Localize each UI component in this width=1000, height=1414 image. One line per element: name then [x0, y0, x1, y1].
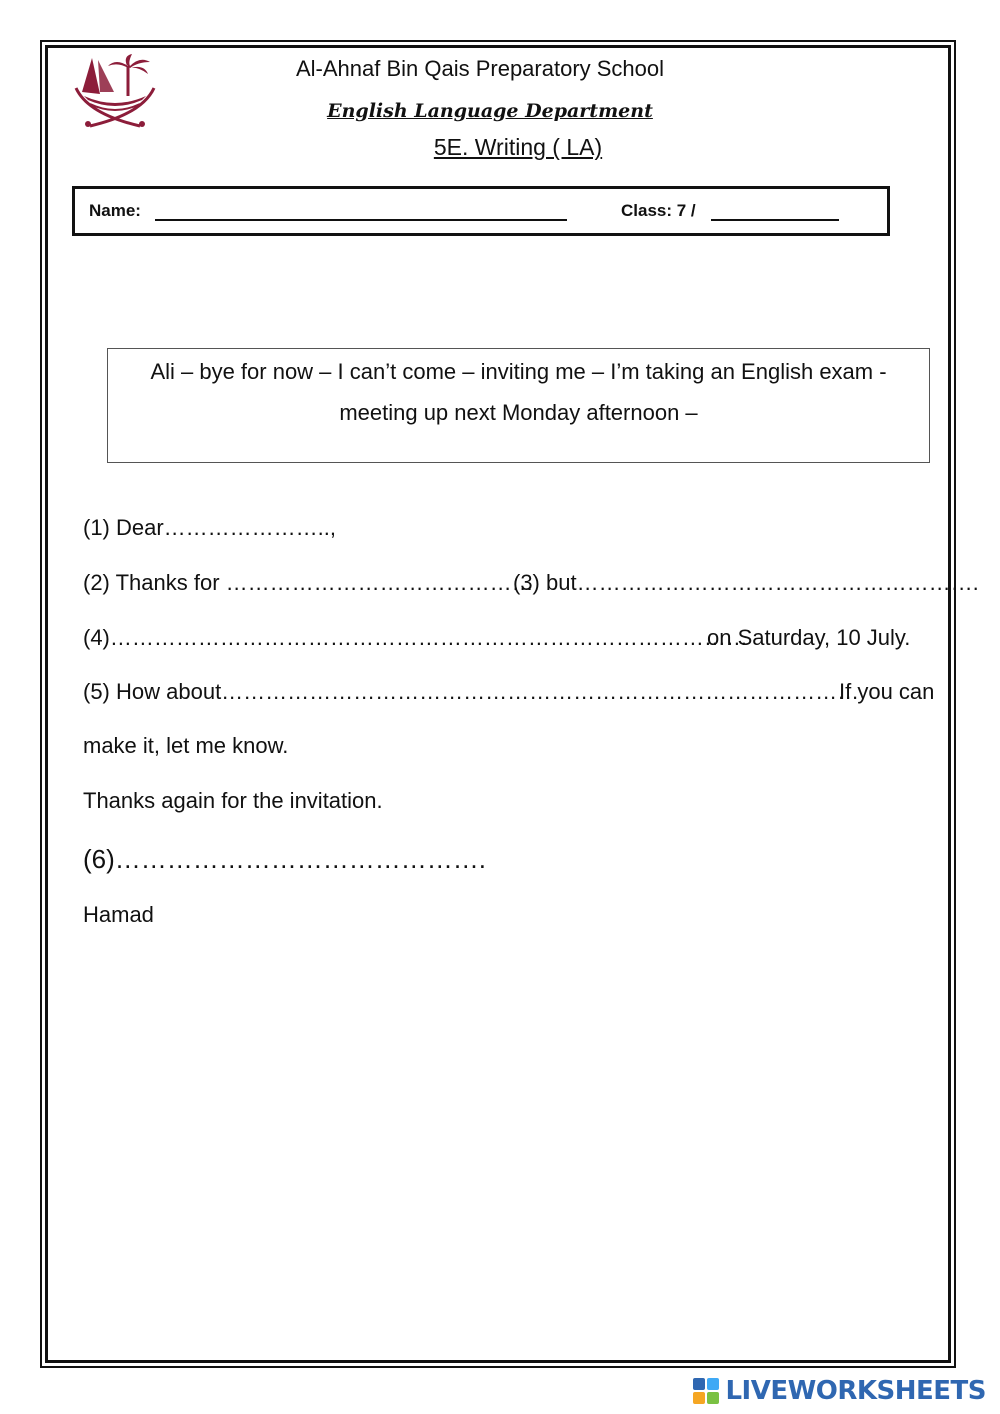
- letter-line-5: make it, let me know.: [83, 733, 289, 758]
- liveworksheets-brand: [693, 1376, 986, 1406]
- letter-line-1: (1) Dear…………………..,: [83, 515, 337, 540]
- letter-line-6: Thanks again for the invitation.: [83, 788, 383, 813]
- blank-6-closing: (6)…………………………………….: [83, 844, 486, 874]
- word-bank-box: [107, 348, 930, 463]
- name-label: Name:: [89, 201, 141, 220]
- school-logo-icon: [70, 52, 160, 130]
- blank-5-how-about: (5) How about……………………………………………………………………………: [83, 679, 860, 704]
- letter-date-text: on Saturday, 10 July.: [707, 625, 911, 650]
- liveworksheets-logo-icon: [693, 1378, 719, 1404]
- word-bank-line-1: Ali – bye for now – I can’t come – inviting me – I’m taking an English exam -: [150, 359, 887, 384]
- unit-title: 5E. Writing ( LA): [433, 134, 603, 160]
- name-field-line[interactable]: [155, 219, 567, 221]
- department-title: English Language Department: [327, 100, 653, 122]
- class-field-line[interactable]: [711, 219, 839, 221]
- letter-line-4: [83, 679, 945, 709]
- student-info-box: [72, 186, 890, 236]
- blank-3-but: (3) but……………………………………………….: [513, 570, 979, 595]
- letter-if-you-can: If you can: [839, 679, 935, 704]
- letter-signature: Hamad: [83, 902, 154, 927]
- class-label: Class: 7 /: [621, 201, 696, 220]
- letter-line-2: [83, 570, 979, 600]
- blank-2-thanks-for: (2) Thanks for ……………………………………: [83, 570, 534, 595]
- letter-line-3: [83, 625, 933, 655]
- liveworksheets-wordmark: LIVEWORKSHEETS: [725, 1376, 986, 1406]
- blank-4: (4)……………………………………………………………………………: [83, 625, 748, 650]
- word-bank-line-2: meeting up next Monday afternoon –: [339, 400, 698, 425]
- school-name: Al-Ahnaf Bin Qais Preparatory School: [295, 56, 665, 81]
